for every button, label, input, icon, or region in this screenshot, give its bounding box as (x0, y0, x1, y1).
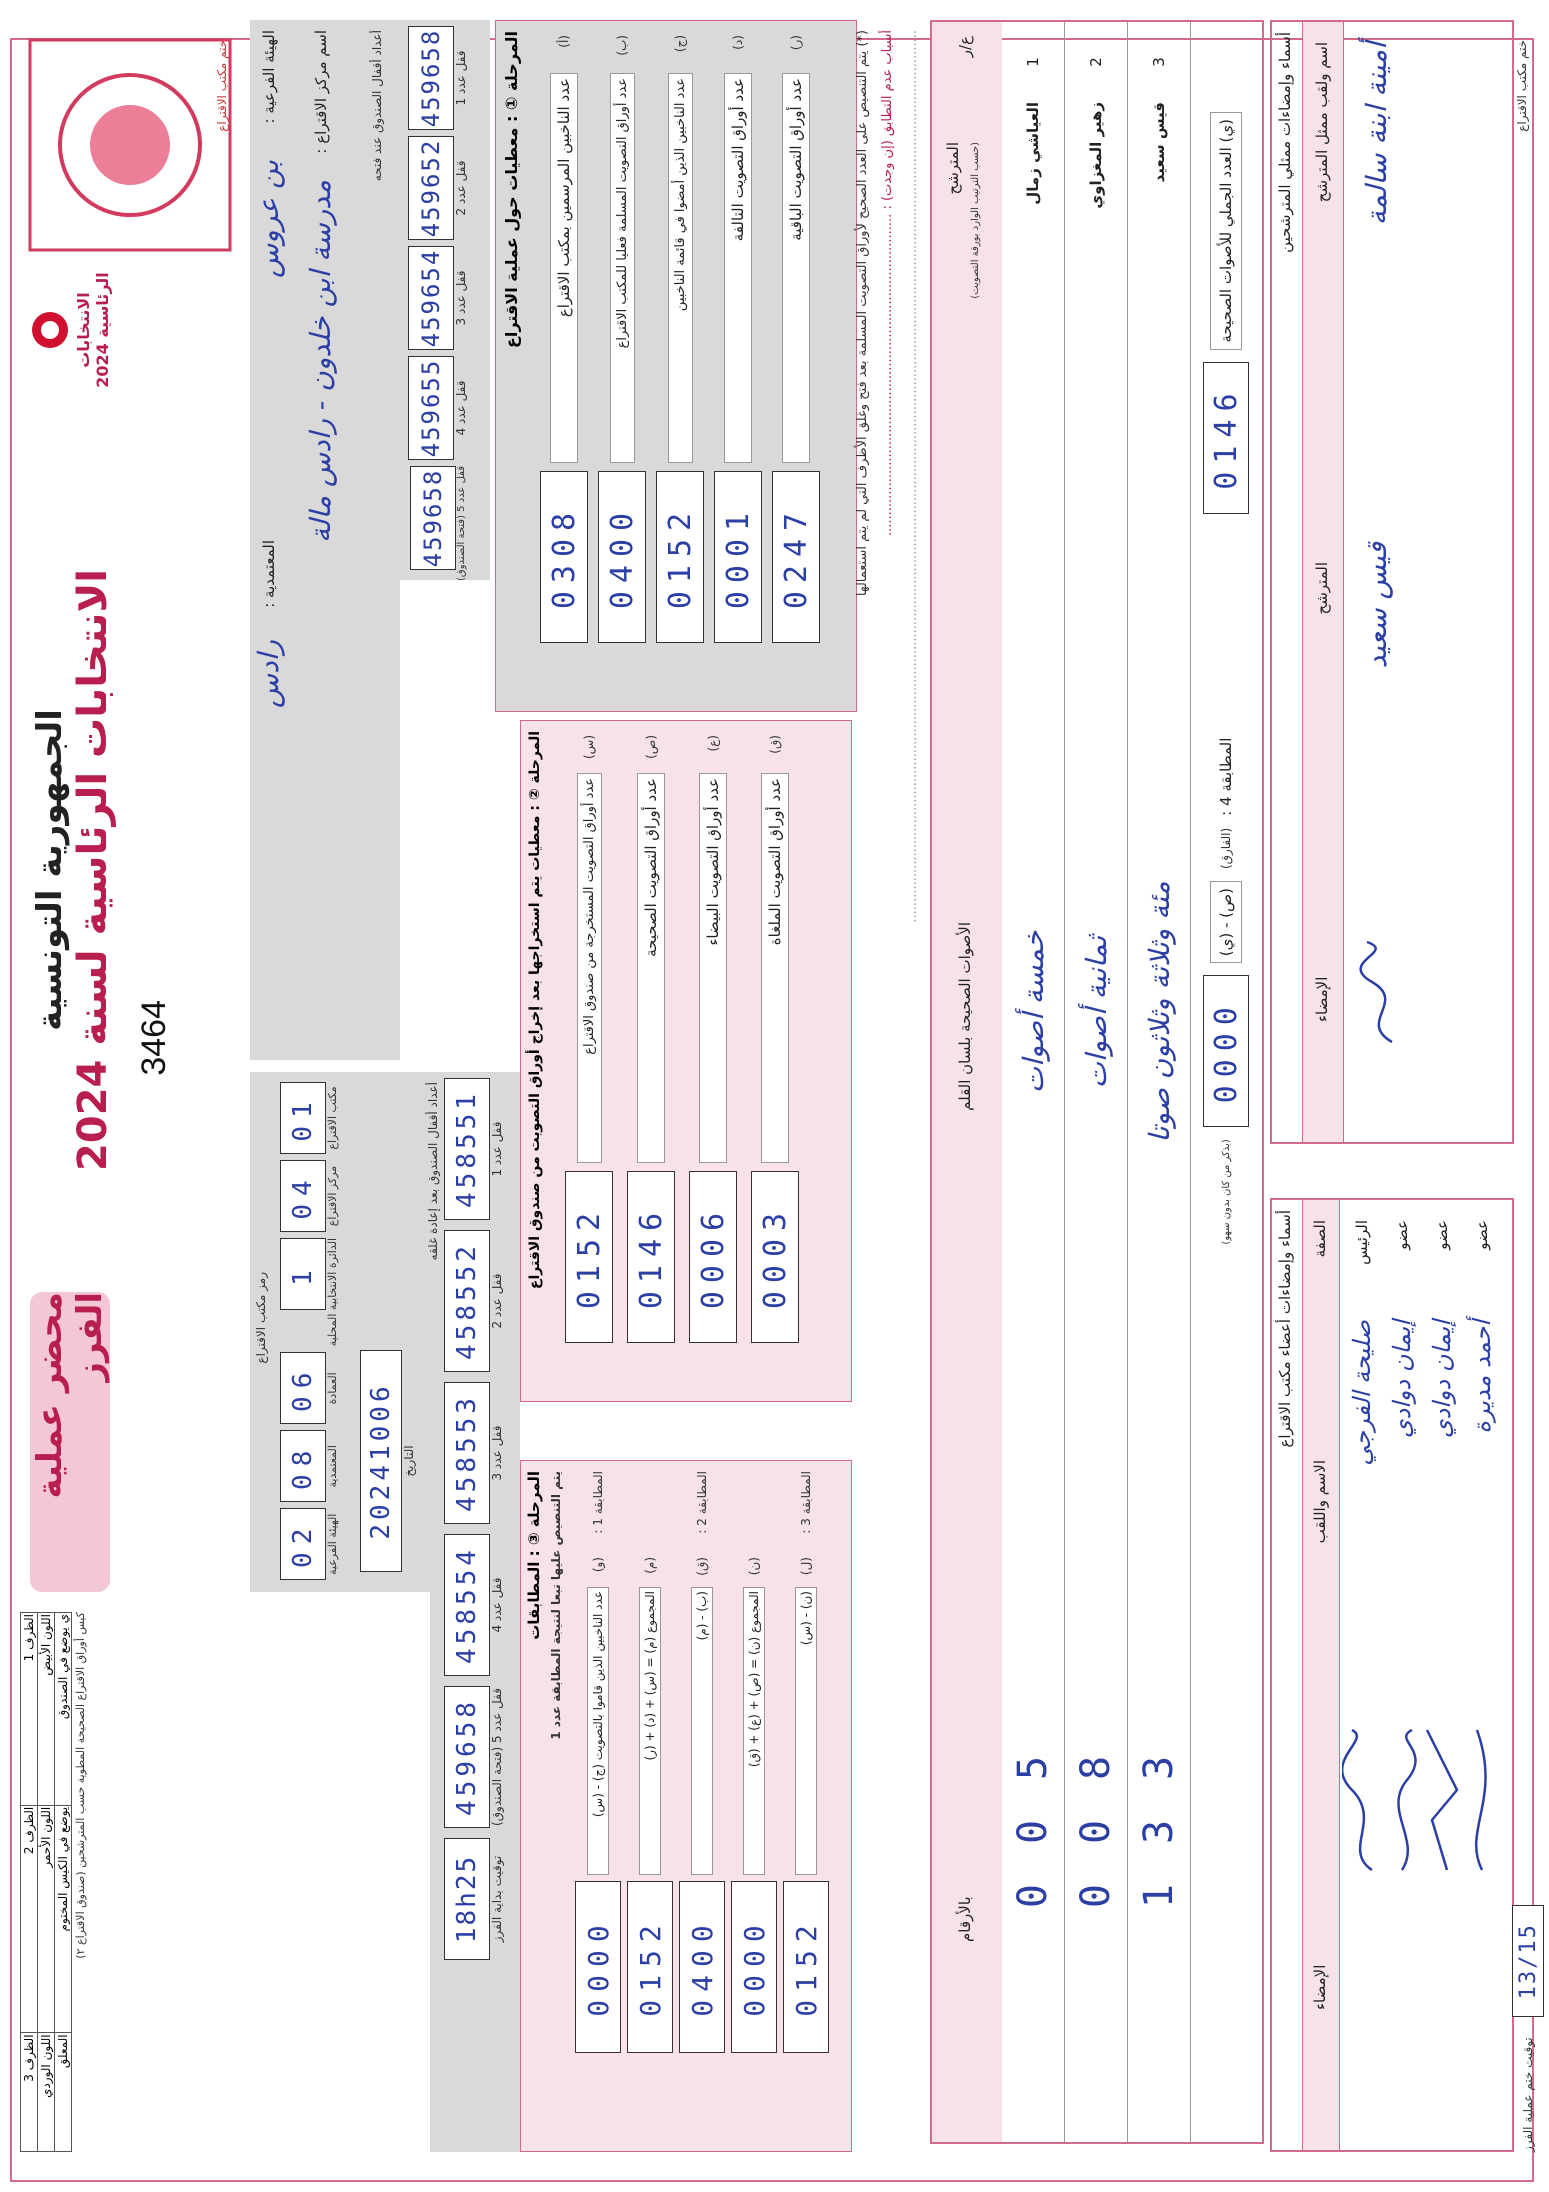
match2-formula: (ب) - (م) (691, 1587, 713, 1875)
code-authority: 02 (280, 1508, 326, 1580)
match1-code: (و) (591, 1557, 605, 1573)
stage1-label-c: عدد الناخبين الذين أمضوا في قائمة الناخبين (668, 73, 693, 463)
member-4-role: عضو (1473, 1220, 1491, 1250)
envelopes-table (20, 1612, 120, 2152)
authority-label: الهيئة الفرعية : (260, 30, 278, 124)
stage1-code-c: (ج) (673, 35, 687, 53)
cand-3-no: 3 (1150, 57, 1168, 67)
rep-1-signature-icon (1352, 932, 1412, 1052)
col-digits: بالأرقام (956, 1896, 974, 1942)
cand-3-name: قيس سعيد (1150, 102, 1168, 183)
col-words: الأصوات الصحيحة بلسان القلم (956, 922, 974, 1111)
round-stamp-icon (20, 30, 240, 260)
match4-formula: (ص) - (ي) (1210, 881, 1242, 963)
code-center-label: مركز الاقتراع (326, 1165, 339, 1227)
code-polling-office-label: مكتب الاقتراع (326, 1086, 339, 1150)
match3-value: 0152 (783, 1881, 829, 2053)
stage2-title: المرحلة ② : معطيات يتم استخراجها بعد إخراج أوراق التصويت من صندوق الاقتراع (527, 731, 543, 1290)
members-col-role: الصفة (1311, 1220, 1329, 1258)
cand-3-words: مئة وثلاثة وثلاثون صوتا (1142, 881, 1176, 1143)
locks-before-caption: أعداد أقفال الصندوق عند فتحه (370, 30, 384, 182)
env-3: الظرف 3 (21, 2033, 38, 2152)
code-imada: 06 (280, 1352, 326, 1424)
results-table (930, 20, 1264, 2144)
lock-after-2: 458552 (444, 1230, 490, 1372)
stage2-code-s: (س) (582, 735, 596, 760)
member-3-signature-icon (1422, 1720, 1462, 1880)
match1-formula: عدد الناخبين الذين قاموا بالتصويت (ج) - (س) (587, 1587, 609, 1875)
stage1-panel (495, 20, 857, 712)
lock-after-1-label: قفل عدد 1 (490, 1121, 504, 1177)
env-use-2: يوضع في الكيس المختوم (55, 1805, 72, 2033)
rep-1-name: أمينة ابنة سالمة (1360, 42, 1393, 226)
match2-value: 0400 (679, 1881, 725, 2053)
lock-before-4: 459655 (408, 356, 454, 460)
match3-name: المطابقة 3 : (799, 1471, 813, 1534)
doc-number: 3464 (135, 1000, 173, 1076)
match1-name: المطابقة 1 : (591, 1471, 605, 1534)
cand-2-name: زهير المغزاوي (1087, 102, 1105, 209)
stage2-value-s2: 0146 (627, 1171, 675, 1343)
stage2-label-a: عدد أوراق التصويت البيضاء (699, 773, 727, 1163)
cand-3-digits: 133 (1136, 1715, 1182, 1909)
lock-before-5-label: قفل عدد 5 (فتحة الصندوق) (455, 466, 467, 581)
stage2-label-s2: عدد أوراق التصويت الصحيحة (637, 773, 665, 1163)
center-value: مدرسة ابن خلدون - رادس مالة (304, 180, 337, 543)
match3-formula: (ن) - (س) (795, 1587, 817, 1875)
member-2-name: إيمان دوادي (1388, 1320, 1416, 1439)
lock-after-5: 459658 (444, 1686, 490, 1828)
match2-name: المطابقة 2 : (695, 1471, 709, 1534)
code-imada-label: العمادة (326, 1372, 339, 1405)
stage1-code-a: (أ) (557, 35, 571, 48)
code-caption: رمز مكتب الاقتراع (254, 1272, 268, 1364)
delegation-value: رادس (252, 640, 285, 708)
stage1-title: المرحلة ① : معطيات حول عملية الاقتراع (502, 31, 521, 349)
envelopes-note: كيس أوراق الاقتراع الصحيحة المطوية حسب المترشحين (صندوق الاقتراع ٢) (74, 1612, 87, 1959)
match2-code: (ق) (695, 1557, 709, 1576)
stage2-label-q: عدد أوراق التصويت الملغاة (761, 773, 789, 1163)
lock-before-3: 459654 (408, 246, 454, 350)
date-value: 20241006 (360, 1350, 402, 1572)
members-caption: أسماء وإمضاءات أعضاء مكتب الاقتراع (1276, 1210, 1294, 1448)
stage2-value-s: 0152 (565, 1171, 613, 1343)
election-title: الانتخابات الرئاسية لسنة 2024 (70, 569, 116, 1171)
lock-after-4-label: قفل عدد 4 (490, 1577, 504, 1633)
env-color-1: اللون الأبيض (38, 1613, 55, 1806)
stamp-top-right (20, 30, 240, 260)
lock-after-2-label: قفل عدد 2 (490, 1273, 504, 1329)
record-title-badge (30, 1292, 110, 1592)
stage2-code-s2: (ص) (644, 735, 658, 759)
cand-2-words: ثمانية أصوات (1079, 935, 1113, 1089)
stage2-value-q: 0003 (751, 1171, 799, 1343)
end-time-label: توقيت ختم عملية الفرز (1521, 2037, 1535, 2152)
reps-col-candidate: المترشح (1313, 562, 1331, 615)
member-4-name: أحمد مديرة (1468, 1320, 1496, 1434)
sum-n-value: 0000 (731, 1881, 777, 2053)
member-1-signature-icon (1342, 1720, 1382, 1880)
total-value: 0146 (1203, 362, 1249, 514)
authority-value: بن عروس (252, 160, 285, 278)
footnote-mismatch: أسباب عدم التطابق (إن وجدت) : .............................................................................. (880, 30, 895, 537)
stage1-label-b: عدد أوراق التصويت المسلمة فعليا للمكتب الاقتراع (610, 73, 635, 463)
lock-before-4-label: قفل عدد 4 (454, 380, 468, 436)
code-delegation-label: المعتمدية (326, 1445, 339, 1488)
start-time-label: توقيت بداية الفرز (490, 1855, 504, 1943)
stage3-title: المرحلة ③ : المطابقات (525, 1471, 543, 1640)
stage1-value-r: 0247 (772, 471, 820, 643)
env-color-3: اللون الوردي (38, 2033, 55, 2152)
env-2: الظرف 2 (21, 1805, 38, 2033)
cand-1-words: خمسة أصوات (1016, 930, 1050, 1094)
lock-after-4: 458554 (444, 1534, 490, 1676)
env-use-3: المعلق (55, 2033, 72, 2152)
member-1-role: الرئيس (1353, 1220, 1371, 1265)
stage1-value-b: 0400 (598, 471, 646, 643)
code-local-district-label: الدائرة الانتخابية المحلية (326, 1238, 339, 1347)
env-use-1: ي يوضع في الصندوق (55, 1613, 72, 1806)
record-title: محضر عملية الفرز (30, 1292, 110, 1499)
code-center: 04 (280, 1160, 326, 1232)
stage2-code-a: (ع) (706, 735, 720, 752)
stage1-code-r: (ر) (789, 35, 803, 51)
lock-before-2: 459652 (408, 136, 454, 240)
env-color-2: اللون الأحمر (38, 1805, 55, 2033)
lock-before-1-label: قفل عدد 1 (454, 50, 468, 106)
stage1-code-b: (ب) (615, 35, 629, 56)
logo-text: الانتخابات الرئاسية 2024 (74, 272, 112, 388)
stage1-value-a: 0308 (540, 471, 588, 643)
end-time-row (1512, 1905, 1544, 2152)
reps-col-signature: الإمضاء (1313, 976, 1331, 1022)
members-col-signature: الإمضاء (1311, 1964, 1329, 2010)
member-2-signature-icon (1382, 1720, 1422, 1880)
code-delegation: 08 (280, 1430, 326, 1502)
sum-n-formula: المجموع (ن) = (ص) + (ع) + (ق) (743, 1587, 765, 1875)
cand-1-no: 1 (1024, 57, 1042, 67)
stage2-code-q: (ق) (768, 735, 782, 754)
lock-before-2-label: قفل عدد 2 (454, 160, 468, 216)
bottom-stamp-caption: ختم مكتب الاقتراع (1515, 40, 1529, 132)
cand-2-no: 2 (1087, 57, 1105, 67)
lock-before-5: 459658 (410, 466, 456, 570)
col-candidate-note: (حسب الترتيب الوارد بورقة التصويت) (970, 142, 981, 299)
cand-1-digits: 005 (1010, 1715, 1056, 1909)
stage2-label-s: عدد أوراق التصويت المستخرجة من صندوق الاقتراع (577, 773, 602, 1163)
code-authority-label: الهيئة الفرعية (326, 1513, 339, 1575)
stage1-value-c: 0152 (656, 471, 704, 643)
locks-after-row (426, 1072, 520, 2152)
col-candidate: المترشح (944, 142, 962, 195)
stage2-value-a: 0006 (689, 1171, 737, 1343)
member-3-name: إيمان دوادي (1428, 1320, 1456, 1439)
member-2-role: عضو (1393, 1220, 1411, 1250)
stage1-label-a: عدد الناخبين المرسمين بمكتب الاقتراع (550, 73, 578, 463)
stage2-panel (520, 720, 852, 1402)
match4-hint: (يذكر من كان بدون سهو) (1220, 1139, 1232, 1245)
stage1-value-d: 0001 (714, 471, 762, 643)
lock-after-1: 458551 (444, 1078, 490, 1220)
footnote-star: (*) يتم التنصيص على العدد الصحيح لأوراق التصويت المسلمة بعد فتح وغلق الأظرف التي لم يتم استعمالها (855, 30, 870, 597)
sum-n-code: (ن) (747, 1557, 761, 1576)
locks-after-caption: أعداد أقفال الصندوق بعد إعادة غلقه (426, 1082, 440, 1261)
stage1-code-d: (د) (731, 35, 745, 50)
stage1-label-d: عدد أوراق التصويت التالفة (724, 73, 752, 463)
end-time-value: 13/15 (1512, 1905, 1544, 2017)
cand-1-name: العياشي زمال (1024, 102, 1042, 205)
members-table (1270, 1198, 1514, 2152)
match1-value: 0000 (575, 1881, 621, 2053)
lock-before-3-label: قفل عدد 3 (454, 270, 468, 326)
footnote-dots: ........................................................................................................................................................................................................................ (905, 30, 920, 923)
locks-before-row (400, 20, 490, 580)
rep-1-candidate: قيس سعيد (1360, 542, 1393, 669)
identity-panel (250, 20, 400, 1060)
member-1-name: صليحة الفرجي (1348, 1320, 1376, 1466)
stage3-sub: يتم التنصيص عليها تبعا لنتيجة المطابقة عدد 1 (549, 1471, 563, 1740)
center-label: اسم مركز الاقتراع : (312, 30, 330, 154)
flag-icon (30, 310, 70, 350)
sum-m-formula: المجموع (م) = (س) + (د) + (ر) (639, 1587, 661, 1875)
match4-label: المطابقة 4 : (1217, 737, 1235, 816)
date-label: التاريخ (402, 1445, 416, 1477)
sum-m-value: 0152 (627, 1881, 673, 2053)
stage3-panel (520, 1460, 852, 2152)
cand-2-digits: 008 (1073, 1715, 1119, 1909)
reps-table (1270, 20, 1514, 1144)
delegation-label: المعتمدية : (260, 540, 278, 608)
match4-note: (الفارق) (1219, 827, 1233, 870)
member-3-role: عضو (1433, 1220, 1451, 1250)
lock-after-5-label: قفل عدد 5 (فتحة الصندوق) (490, 1688, 504, 1826)
members-col-name: الاسم واللقب (1311, 1460, 1329, 1544)
start-time-value: 18h25 (444, 1838, 490, 1960)
env-1: الظرف 1 (21, 1613, 38, 1806)
member-4-signature-icon (1462, 1720, 1502, 1880)
lock-after-3-label: قفل عدد 3 (490, 1425, 504, 1481)
sum-m-code: (م) (643, 1557, 657, 1574)
reps-col-name: اسم ولقب ممثل المترشح (1313, 42, 1331, 203)
lock-after-3: 458553 (444, 1382, 490, 1524)
reps-caption: أسماء وإمضاءات ممثلي المترشحين (1276, 32, 1294, 253)
match3-code: (ل) (799, 1557, 813, 1576)
code-local-district: 1 (280, 1238, 326, 1310)
match4-value: 0000 (1203, 975, 1249, 1127)
elections-logo (30, 270, 120, 390)
stamp-caption: ختم مكتب الاقتراع (215, 40, 229, 132)
code-panel (250, 1072, 430, 1592)
republic-title: الجمهورية التونسية (30, 709, 70, 1031)
col-no: ع/ر (956, 36, 974, 58)
results-header (932, 22, 1002, 2142)
stage1-label-r: عدد أوراق التصويت الباقية (782, 73, 810, 463)
code-polling-office: 01 (280, 1082, 326, 1154)
total-label: (ي) العدد الجملي للأصوات الصحيحة (1210, 112, 1242, 350)
lock-before-1: 459658 (408, 26, 454, 130)
